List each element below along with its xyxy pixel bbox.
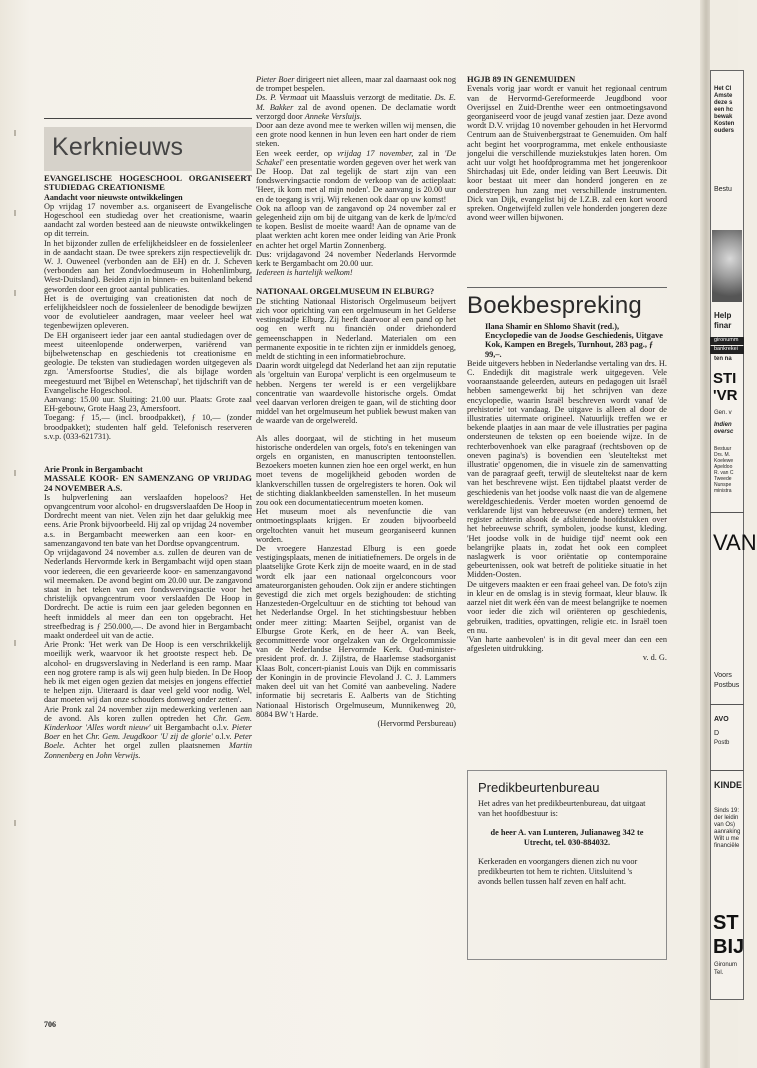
divider	[710, 704, 744, 705]
edge-text: deze s	[714, 100, 733, 106]
text-run-italic: Chr. Gem. Jeugdkoor 'U zij de glorie'	[85, 732, 213, 742]
text-run: zal in	[413, 148, 445, 158]
paragraph: Het adres van het predikbeurtenbureau, dat uitgaat van het hoofdbestuur is:	[478, 799, 646, 818]
divider	[710, 512, 744, 513]
edge-text: Indien	[714, 422, 732, 428]
page-number: 706	[44, 1020, 56, 1029]
text-run-italic: 'De Schakel'	[256, 148, 456, 167]
edge-text: Drs. M.	[714, 452, 731, 458]
text-run-italic: Ds. P. Vermaat	[256, 93, 307, 103]
edge-text: Tel.	[714, 970, 724, 976]
text-run: en	[83, 750, 96, 760]
paragraph	[256, 149, 456, 204]
divider	[710, 770, 744, 771]
edge-text: oversc	[714, 429, 734, 435]
article-credit: (Hervormd Persbureau)	[377, 718, 456, 728]
paragraph: Ook na afloop van de zangavond op 24 november zal er gelegenheid zijn om bij de uitgang van de kerk de lp/mc/cd te kopen. Beslist de moeite waard! Aan de opname van de plaat werkten acht koren mee onder leiding van Arie Pronk en achter het orgel Martin Zonnenberg.	[256, 203, 456, 250]
book-reference: Ilana Shamir en Shlomo Shavit (red.), Encyclopedie van de Joodse Geschiedenis, Uitgave Kok, Kampen en Bregels, Turnhout, 283 pag., ƒ 99,–.	[485, 322, 663, 359]
edge-text: ten na	[714, 356, 732, 362]
article-subtitle: Aandacht voor nieuwste ontwikkelingen	[44, 192, 183, 202]
binding-margin	[14, 0, 18, 1068]
text-run-italic: Pieter Boer	[44, 722, 252, 742]
text-run: dirigeert niet alleen, maar zal daarnaast ook nog de trompet bespelen.	[256, 75, 456, 94]
article-headline: HGJB 89 IN GENEMUIDEN	[467, 74, 576, 84]
text-run-italic: Ds. E. M. Bakker	[256, 93, 457, 112]
paragraph: In het bijzonder zullen de erfelijkheidsleer en de fossielenleer in de aandacht staan. De twee sprekers zijn respectievelijk dr. W. J. Ouweneel (verbonden aan de EH) en dr. J. Scheven (verbonden aan het Zondvloedmuseum in Hohenlimburg, West-Duitsland). Beiden zijn in binnen- en buitenland bekend geworden door een groot aantal publicaties.	[44, 238, 252, 294]
article-orgelmuseum	[256, 287, 456, 728]
paragraph: 'Van harte aanbevolen' is in dit geval meer dan een een afgesleten uitdrukking.	[467, 634, 667, 654]
edge-text: Bestu	[714, 186, 732, 193]
text-run: uit Maassluis verzorgt de meditatie.	[306, 93, 435, 103]
paragraph: Evenals vorig jaar wordt er vanuit het regionaal centrum van de Hervormd-Gereformeerde Jeugdbond voor Overijssel en Zuid-Drenthe weer een ontmoetingsavond georganiseerd voor de jeugd vanaf zestien jaar. Deze avond wordt D.V. vrijdag 10 november gehouden in het Hervormd Centrum aan de Stuivenbergstraat te Genemuiden. Om half acht begint het voorprogramma, met enkele enthousiaste jongelui die verschillende muziekstukjes laten horen. Om acht uur volgt het hoofdprogramma met het jongerenkoor Shirchadasj uit Ede, onder leiding van Bert Leeuwis. Dit koor bestaat uit meer dan honderd jongeren en ze onderstrepen hun zang met verschillende instrumenten. Dick van Dijk, evangelist bij de I.Z.B. zal een kort woord spreken. Ongetwijfeld zullen vele honderden jongeren deze avond weer willen bijwonen.	[467, 84, 667, 223]
paragraph: De stichting Nationaal Historisch Orgelmuseum beijvert zich voor oprichting van een orgelmuseum in het Gelderse vestingstadje Elburg. Zij heeft daarvoor al een pand op het oog en werft nu financiën onder driehonderd gemeenschappen in Nederland. Materialen om een permanente expositie in te richten zijn er inmiddels genoeg, meldt de stichting in een informatiebrochure.	[256, 296, 456, 361]
paragraph: Door aan deze avond mee te werken willen wij mensen, die een grote nood kennen in hun leven een hart onder de riem steken.	[256, 121, 456, 149]
text-run-italic: John Verwijs.	[95, 750, 141, 760]
column-2	[256, 75, 456, 734]
edge-text: D	[714, 730, 720, 737]
edge-heading-small: KINDE	[714, 780, 743, 790]
edge-text: Het Cl	[714, 86, 732, 92]
paragraph: Het museum moet als nevenfunctie die van ontmoetingsplaats krijgen. Er zouden bijvoorbeeld orgeltochten vanuit het museum georganiseerd kunnen worden.	[256, 507, 456, 544]
edge-text: bewak	[714, 114, 733, 120]
text-run-italic: Anneke Versluijs.	[304, 111, 362, 121]
edge-heading: VAN	[713, 530, 757, 555]
predikbeurtenbureau-box	[467, 770, 667, 960]
address: de heer A. van Lunteren, Julianaweg 342 te Utrecht, tel. 030-884032.	[490, 828, 644, 847]
edge-text: Amste	[714, 93, 733, 99]
article-pronk-continued	[256, 75, 456, 277]
portrait-photo	[712, 230, 742, 302]
edge-text: Wilt u me	[714, 836, 740, 842]
article-headline: EVANGELISCHE HOGESCHOOL ORGANISEERT STUDIEDAG CREATIONISME	[44, 173, 252, 193]
edge-text: Gironum	[714, 962, 738, 968]
article-hogeschool	[44, 174, 252, 441]
edge-text: aanraking	[714, 829, 741, 835]
paragraph: Daarin wordt uitgelegd dat Nederland het aan zijn reputatie als 'orgeltuin van Europa' verplicht is een orgelmuseum te hebben. Nergens ter wereld is er een vergelijkbare concentratie van waardevolle historische orgels. Omdat veel daarvan verloren dreigen te gaan, wil de stichting door middel van het orgelmuseum het publiek bewust maken van de waarde van de orgelwereld.	[256, 361, 456, 426]
paragraph: Iedereen is hartelijk welkom!	[256, 268, 353, 278]
article-hgjb	[467, 75, 667, 222]
adjacent-page-edge	[710, 0, 757, 1068]
paragraph: Het is de overtuiging van creationisten dat noch de erfelijkheidsleer noch de fossielenleer de benodigde bewijzen voor de evolutieleer aandragen, maar veeleer heel wat tegenbewijzen opleveren.	[44, 293, 252, 331]
edge-text: Bestuur	[714, 446, 732, 452]
edge-text: der leidin	[714, 815, 739, 821]
article-kicker: Arie Pronk in Bergambacht	[44, 465, 143, 475]
text-run: Arie Pronk zal 24 november zijn medewerking verlenen aan de avond. Als koren zullen optreden het	[44, 704, 252, 723]
edge-text: AVO	[714, 716, 729, 723]
text-run: o.l.v.	[212, 732, 235, 742]
edge-heading: BIJ	[713, 936, 745, 958]
text-run-italic: Pieter Boer	[256, 75, 295, 84]
text-run: uit Bergambacht o.l.v.	[150, 722, 232, 732]
paragraph: Op vrijdag 17 november a.s. organiseert de Evangelische Hogeschool een studiedag over het creationisme, waarin aandacht zal worden besteed aan de nieuwste ontwikkelingen op dit terrein.	[44, 201, 252, 239]
text-run: zal de avond openen. De declamatie wordt verzorgd door	[256, 102, 456, 121]
article-headline: MASSALE KOOR- EN SAMENZANG OP VRIJDAG 24 NOVEMBER A.S.	[44, 473, 252, 493]
box-title: Predikbeurtenbureau	[478, 780, 600, 795]
review-signature: v. d. G.	[642, 653, 667, 663]
section-header	[44, 118, 252, 170]
article-headline: NATIONAAL ORGELMUSEUM IN ELBURG?	[256, 286, 435, 297]
paragraph: De vroegere Hanzestad Elburg is een goede vestigingsplaats, menen de initiatiefnemers. De orgels in de plaatselijke Grote Kerk zijn de moeite waard, en in de stad wordt elk jaar een nationaal orgelconcours voor amateurorganisten gehouden. Ook zijn er andere stichtingen gevestigd die zich met orgels bezighouden: de stichting Hanzesteden-Orgelcultuur en de stichting tot behoud van het Nederlandse Orgel. In het stichtingsbestuur hebben onder meer zitting: Maarten Seijbel, organist van de Elburgse Grote Kerk, en de heer A. van Beek, gecommitteerde voor orgelzaken van de Orgelcommissie van de Nederlandse Hervormde Kerk. Oud-minister-president prof. dr. J. Zijlstra, de Haarlemse stadsorganist Klaas Bolt, concert-pianist Louis van Dijk en commissaris der Koningin in de provincie Flevoland J. C. J. Lammers maken deel uit van het Comité van aanbeveling. Nadere informatie bij secretaris E. Aalberts van de Stichting Nationaal Historisch Orgelmuseum, Munnikenweg 20, 8084 BW 't Harde.	[256, 544, 456, 719]
text-run: Achter het orgel zullen plaatsnemen	[64, 741, 229, 751]
edge-text: Tweede	[714, 476, 732, 482]
edge-text: van Os)	[714, 822, 736, 828]
boekbespreking-title: Boekbespreking	[467, 292, 642, 319]
edge-text: Postb	[714, 740, 730, 746]
text-run-italic: vrijdag 17 november,	[337, 148, 414, 158]
paragraph: Dus: vrijdagavond 24 november Nederlands Hervormde kerk te Bergambacht om 20.00 uur.	[256, 249, 456, 269]
paragraph: Is hulpverlening aan verslaafden hopeloos? Het opvangcentrum voor alcohol- en drugsverslaafden De Hoop in Dordrecht meent van niet. Velen zijn het daar gelukkig mee eens. Arie Pronk bijvoorbeeld. Hij zal op vrijdag 24 november a.s. in Bergambacht meewerken aan een koor- en samenzangavond ten bate van het Dordtse opvangcentrum.	[44, 492, 252, 548]
text-run: een presentatie worden gegeven over het werk van De Hoop. Dat zal tegelijk de start zijn van een fondswervingsactie rondom de verkoop van de actieplaat: 'Heer, ik kom met al mijn noden'. De aanvang is 20.00 uur en de toegang is vrij. Wij rekenen ook daar op uw komst!	[256, 157, 456, 204]
edge-text: ministra	[714, 488, 732, 494]
paragraph: De uitgevers maakten er een fraai geheel van. De foto's zijn in kleur en de omslag is in stevig formaat, kleur blauw. Ik aarzel niet dit werk één van de meest belangrijke te noemen voor ieder die zich wil oriënteren op geschiedenis, gebruiken, tradities, opvattingen, religie etc. in Israël toen en nu.	[467, 579, 667, 635]
edge-text: R. van C	[714, 470, 734, 476]
column-1	[44, 174, 252, 766]
column-3	[467, 75, 667, 228]
divider	[467, 287, 667, 288]
paragraph	[256, 93, 456, 121]
edge-text: Gen. v	[714, 410, 732, 416]
edge-heading: 'VR	[713, 387, 738, 404]
paragraph: Arie Pronk: 'Het werk van De Hoop is een verschrikkelijk moeilijk werk, waarvoor ik het grootste respect heb. De alcohol- en drugsverslaving in Nederland is een ramp. Maar een nog grotere ramp is als wij geen hulp bieden. In De Hoop heb ik met eigen ogen gezien dat meisjes en jongens effectief te helpen zijn. Uiteraard is daar veel geld voor nodig. Wel, daar moeten wij dan onze schouders domweg onder zetten'.	[44, 640, 252, 705]
edge-text: Nunspe	[714, 482, 732, 488]
edge-text: financiële	[714, 843, 740, 849]
edge-text: een hc	[714, 107, 734, 113]
paragraph: Aanvang: 15.00 uur. Sluiting: 21.00 uur. Plaats: Grote zaal EH-gebouw, Grote Haag 23, Amersfoort.	[44, 395, 252, 414]
boekbespreking-body	[467, 322, 667, 663]
page-fold	[700, 0, 710, 1068]
text-run-italic: Peter Boele.	[44, 732, 252, 751]
text-run-italic: Martin Zonnenberg	[44, 741, 252, 760]
paragraph	[256, 75, 456, 93]
paragraph: De EH organiseert ieder jaar een aantal studiedagen over de meest uiteenlopende onderwerpen, variërend van bijbelwetenschap en geschiedenis tot creationisme en geologie. De teksten van studiedagen worden uitgegeven als zgn. 'Amersfoortse Studies', die als bijlage worden meegestuurd met 'Bijbel en Wetenschap', het tijdschrift van de Evangelische Hogeschool.	[44, 330, 252, 395]
text-run: en het	[60, 732, 86, 742]
paragraph	[44, 705, 252, 760]
edge-text: Voors	[714, 672, 732, 679]
edge-text: Help	[714, 311, 732, 320]
edge-heading: ST	[713, 912, 739, 934]
text-run-italic: Chr. Gem. Kinderkoor 'Alles wordt nieuw'	[44, 713, 252, 732]
paragraph: Als alles doorgaat, wil de stichting in het museum historische onderdelen van orgels, foto's en tekeningen van orgels en organisten, en manuscripten tentoonstellen. Bezoekers moeten kunnen zien hoe een orgel werkt, en hun moet tevens de mogelijkheid geboden worden de klankverschillen tussen de orgelregisters te horen. Ook wil de stichting diaklankbeelden samenstellen. In het museum zou ook een documentatiecentrum moeten komen.	[256, 433, 456, 508]
edge-text: finar	[714, 321, 732, 330]
edge-text: gironumm	[714, 337, 739, 343]
paragraph: Kerkeraden en voorgangers dienen zich nu voor predikbeurten tot hem te richten. Uitsluitend 's avonds bellen tussen half zeven en half acht.	[478, 857, 638, 886]
paragraph: Op vrijdagavond 24 november a.s. zullen de deuren van de Nederlands Hervormde kerk in Bergambacht wijd open staan voor iedereen, die een gevarieerde koor- en samenzangavond wil meemaken. De avond begint om 20.00 uur. De zangavond staat in het teken van een fondswervingsactie voor het christelijk opvangcentrum voor verslaafden De Hoop in Dordrecht. De actie is ruim een jaar geleden begonnen en heeft inmiddels al meer dan een ton opgebracht. Het streefbedrag is ƒ 250.000,—. De avond hier in Bergambacht maakt onderdeel uit van de actie.	[44, 548, 252, 640]
edge-text: Sinds 19:	[714, 808, 740, 814]
text-run: Een week eerder, op	[256, 148, 338, 158]
edge-text: Apeldoo	[714, 464, 733, 470]
edge-heading: STI	[713, 370, 737, 387]
edge-text: ouders	[714, 128, 735, 134]
section-title: Kerknieuws	[52, 133, 184, 161]
edge-text: Kosten	[714, 121, 735, 127]
edge-text: bankrekei	[714, 346, 738, 352]
article-pronk	[44, 465, 252, 760]
paragraph: Toegang: ƒ 15,— (incl. broodpakket), ƒ 10,— (zonder broodpakket); studenten half geld. Telefonisch reserveren s.v.p. (033-621731).	[44, 413, 252, 441]
paragraph: Beide uitgevers hebben in Nederlandse vertaling van drs. H. C. Endedijk dit magistrale werk uitgegeven. Vele vooraanstaande geleerden, auteurs en pedagogen uit Israël hebben samengewerkt bij het schrijven van deze encyclopedie, waarin Israël beschreven wordt vanaf 'de prehistorie' tot vandaag. De uitgave is alleen al door de illustraties uitermate origineel. Natuurlijk treffen we er bekende plaatjes in aan maar de vele illustraties per pagina ondersteunen de teksten op een boeiende wijze. In de rechterbovenhoek van elke paragraaf (rechtsboven op de oneven pagina's) is bovendien een 'sleuteltekst met illustratie' opgenomen, die in visuele zin de samenvatting van de paragraaf geeft, terwijl de sleuteltekst naar de kern van het beschrevene wijst. Een tijdtabel plaatst verder de geschiedenis van het joodse volk naast die van de algemene wereldgeschiedenis. Verder moeten worden genoemd de verklarende lijst van hebreeuwse (en andere) termen, het register achterin alsook de afsluitende hoofdstukken over het hebreeuwse schrift, symbolen, joodse kunst, kleding. 'Het joodse volk in de huidige tijd' neemt ook een belangrijke plaats in, zodat het ook een compleet naslagwerk is voor oriëntatie op contemporaine gebeurtenissen, ook wat betreft de politieke situatie in het Midden-Oosten.	[467, 358, 667, 580]
edge-text: Postbus	[714, 682, 740, 689]
edge-text: Koelewe	[714, 458, 734, 464]
